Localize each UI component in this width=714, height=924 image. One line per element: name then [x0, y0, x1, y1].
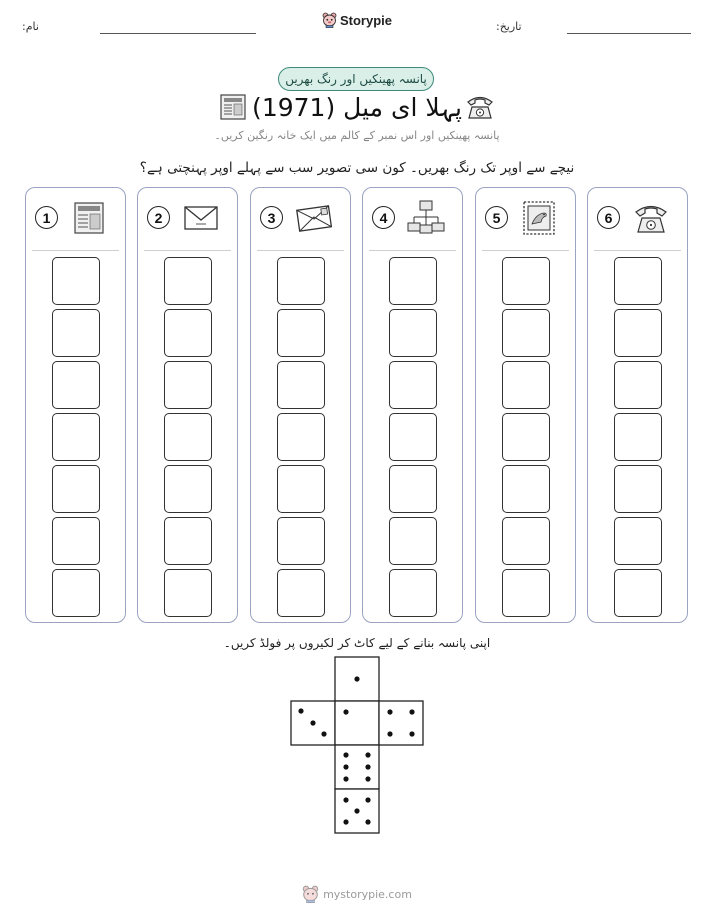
color-box[interactable] — [502, 361, 550, 409]
column-number: 4 — [372, 206, 395, 229]
die-pip — [365, 776, 370, 781]
die-face-center — [335, 701, 379, 745]
die-pip — [343, 709, 348, 714]
die-pip — [343, 764, 348, 769]
die-face-right — [379, 701, 423, 745]
die-pip — [343, 776, 348, 781]
die-pip — [354, 676, 359, 681]
column-number: 1 — [35, 206, 58, 229]
color-box[interactable] — [389, 465, 437, 513]
instruction-question: نیچے سے اوپر تک رنگ بھریں۔ کون سی تصویر سب سے پہلے اوپر پہنچتی ہے؟ — [139, 160, 575, 176]
telephone-icon — [632, 200, 670, 236]
color-box[interactable] — [164, 309, 212, 357]
page-title: پہلا ای میل (1971) — [252, 93, 462, 122]
color-box[interactable] — [502, 413, 550, 461]
race-column-5 — [475, 187, 576, 623]
color-box[interactable] — [277, 257, 325, 305]
color-box[interactable] — [52, 361, 100, 409]
color-box[interactable] — [164, 361, 212, 409]
color-box[interactable] — [389, 361, 437, 409]
brand-logo — [0, 12, 714, 32]
color-box[interactable] — [389, 257, 437, 305]
color-box[interactable] — [614, 413, 662, 461]
color-box[interactable] — [502, 517, 550, 565]
race-column-6 — [587, 187, 688, 623]
color-box[interactable] — [277, 569, 325, 617]
color-box[interactable] — [164, 413, 212, 461]
die-pip — [343, 797, 348, 802]
die-pip — [298, 708, 303, 713]
stamp-icon — [520, 200, 558, 236]
color-box[interactable] — [614, 465, 662, 513]
brand-name: Storypie — [339, 12, 392, 28]
color-box[interactable] — [52, 517, 100, 565]
color-box[interactable] — [277, 361, 325, 409]
color-box[interactable] — [277, 465, 325, 513]
color-box[interactable] — [52, 413, 100, 461]
color-box[interactable] — [164, 569, 212, 617]
letter-icon — [295, 200, 333, 236]
color-box[interactable] — [277, 413, 325, 461]
die-net[interactable] — [290, 656, 426, 836]
newspaper-icon — [70, 200, 108, 236]
die-pip — [310, 720, 315, 725]
race-column-1 — [25, 187, 126, 623]
column-number: 3 — [260, 206, 283, 229]
footer-site[interactable]: mystorypie.com — [323, 887, 412, 901]
color-box[interactable] — [389, 309, 437, 357]
color-box[interactable] — [164, 465, 212, 513]
envelope-icon — [182, 200, 220, 236]
network-icon — [407, 200, 445, 236]
footer — [0, 885, 714, 907]
color-box[interactable] — [164, 517, 212, 565]
color-box[interactable] — [52, 569, 100, 617]
die-pip — [365, 797, 370, 802]
die-pip — [365, 819, 370, 824]
column-number: 2 — [147, 206, 170, 229]
pill-label: پانسہ پھینکیں اور رنگ بھریں — [285, 72, 427, 86]
color-box[interactable] — [614, 361, 662, 409]
name-line[interactable] — [100, 33, 256, 34]
die-pip — [409, 709, 414, 714]
color-box[interactable] — [614, 309, 662, 357]
color-box[interactable] — [52, 465, 100, 513]
storypie-mascot-icon — [322, 12, 337, 28]
color-box[interactable] — [502, 309, 550, 357]
race-column-3 — [250, 187, 351, 623]
title-telephone-icon — [464, 93, 496, 121]
die-pip — [387, 731, 392, 736]
color-box[interactable] — [502, 569, 550, 617]
color-box[interactable] — [502, 465, 550, 513]
color-box[interactable] — [52, 309, 100, 357]
color-box[interactable] — [502, 257, 550, 305]
color-box[interactable] — [389, 413, 437, 461]
column-number: 6 — [597, 206, 620, 229]
name-label: نام: — [22, 20, 39, 33]
color-box[interactable] — [614, 517, 662, 565]
die-pip — [365, 752, 370, 757]
die-face-lower — [335, 745, 379, 789]
race-column-4 — [362, 187, 463, 623]
page-subtitle: پانسہ پھینکیں اور اس نمبر کے کالم میں ایک خانہ رنگین کریں۔ — [214, 129, 500, 142]
color-box[interactable] — [389, 569, 437, 617]
die-pip — [409, 731, 414, 736]
die-pip — [354, 808, 359, 813]
die-pip — [343, 752, 348, 757]
column-number: 5 — [485, 206, 508, 229]
die-pip — [365, 764, 370, 769]
die-instruction: اپنی پانسہ بنانے کے لیے کاٹ کر لکیروں پر فولڈ کریں۔ — [223, 636, 491, 650]
color-box[interactable] — [389, 517, 437, 565]
color-box[interactable] — [614, 569, 662, 617]
color-box[interactable] — [164, 257, 212, 305]
color-box[interactable] — [277, 309, 325, 357]
die-pip — [321, 731, 326, 736]
date-line[interactable] — [567, 33, 691, 34]
race-column-2 — [137, 187, 238, 623]
date-label: تاریخ: — [496, 20, 522, 33]
game-type-pill — [278, 67, 434, 91]
die-pip — [343, 819, 348, 824]
storypie-mascot-icon — [302, 885, 319, 903]
color-box[interactable] — [52, 257, 100, 305]
die-pip — [387, 709, 392, 714]
color-box[interactable] — [614, 257, 662, 305]
color-box[interactable] — [277, 517, 325, 565]
